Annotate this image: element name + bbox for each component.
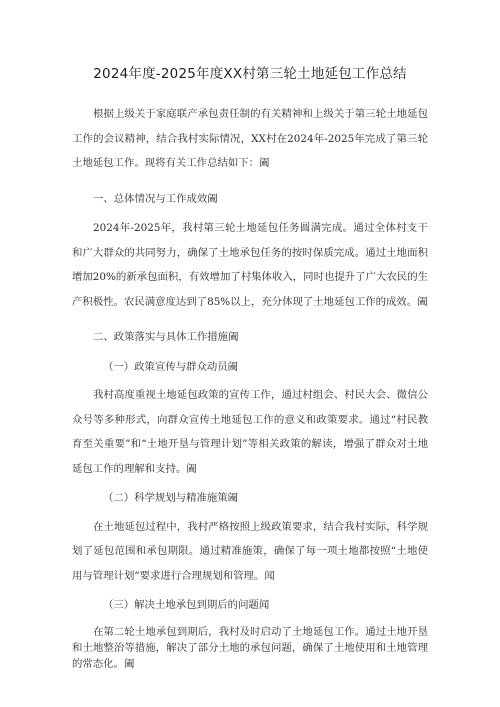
subsection-2-heading: （二）科学规划与精准施策阖 [103, 492, 239, 504]
subsection-3-heading: （三）解决土地承包到期后的问题闻 [103, 599, 270, 611]
section-1-body: 2024年-2025年，我村第三轮土地延包任务圆满完成。通过全体村支干和广大群众的共同努力，确保了土地承包任务的按时保质完成。通过土地面积增加20%的新承包面积，有效增加了村集体收入，同时也提升了广大农民的生产积极性。农民满意度达到了85%以上，充分体现了土地延包工作的成效。阖 [72, 222, 428, 308]
section-1-heading: 一、总体情况与工作成效阖 [93, 192, 218, 205]
subsection-3-body: 在第二轮土地承包到期后，我村及时启动了土地延包工作。通过土地开垦和土地整治等措施，解决了部分土地的承包问题，确保了土地使用和土地管理的常态化。阖 [72, 625, 428, 670]
subsection-1-heading: （一）政策宣传与群众动员阖 [103, 360, 239, 373]
section-2-heading: 二、政策落实与具体工作措施阖 [93, 331, 239, 343]
intro-paragraph: 根据上级关于家庭联产承包责任制的有关精神和上级关于第三轮土地延包工作的会议精神，结合我村实际情况，XX村在2024年-2025年完成了第三轮土地延包工作。现将有关工作总结如下：阖 [72, 108, 428, 169]
subsection-2-body: 在土地延包过程中，我村严格按照上级政策要求，结合我村实际，科学规划了延包范围和承包期限。通过精准施策，确保了每一项土地都按照“土地使用与管理计划”要求进行合理规划和管理。闻 [72, 520, 428, 582]
document-title: 2024年度-2025年度XX村第三轮土地延包工作总结 [93, 66, 407, 82]
subsection-1-body: 我村高度重视土地延包政策的宣传工作，通过村组会、村民大会、微信公众号等多种形式，向群众宣传土地延包工作的意义和政策要求。通过“村民教育至关重要”和“土地开垦与管理计划”等相关政策的解读，增强了群众对土地延包工作的理解和支持。阖 [72, 389, 428, 475]
